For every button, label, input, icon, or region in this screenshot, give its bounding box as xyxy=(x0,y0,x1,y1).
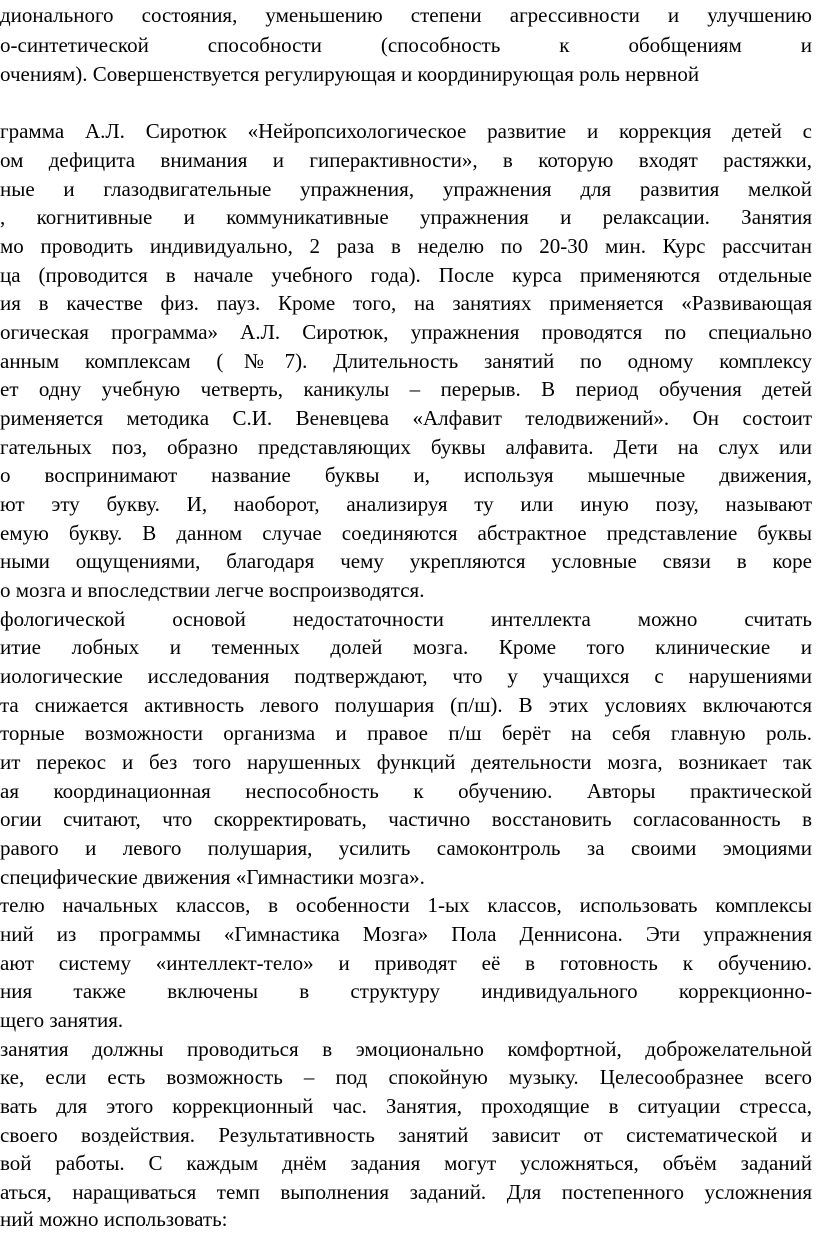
text-line: анным комплексам (№7). Длительность занятий по одному комплексу xyxy=(0,349,812,373)
text-line: емую букву. В данном случае соединяются абстрактное представление буквы xyxy=(0,521,812,545)
text-line: рименяется методика С.И. Веневцева «Алфавит телодвижений». Он состоит xyxy=(0,406,812,430)
text-line: торные возможности организма и правое п/ш берёт на себя главную роль. xyxy=(0,721,812,745)
text-line: иологические исследования подтверждают, что у учащихся с нарушениями xyxy=(0,664,812,688)
text-line: о мозга и впоследствии легче воспроизводятся. xyxy=(0,578,425,602)
text-line: очениям). Совершенствуется регулирующая и координирующая роль нервной xyxy=(0,62,700,86)
text-line: специфические движения «Гимнастики мозга». xyxy=(0,865,425,889)
text-line: вать для этого коррекционный час. Занятия, проходящие в ситуации стресса, xyxy=(0,1094,812,1118)
text-line: , когнитивные и коммуникативные упражнения и релаксации. Занятия xyxy=(0,205,812,229)
text-line: ний из программы «Гимнастика Мозга» Пола Деннисона. Эти упражнения xyxy=(0,922,812,946)
text-line: огии считают, что скорректировать, частично восстановить согласованность в xyxy=(0,807,812,831)
text-line: о воспринимают название буквы и, используя мышечные движения, xyxy=(0,463,812,487)
text-line: ке, если есть возможность – под спокойную музыку. Целесообразнее всего xyxy=(0,1065,812,1089)
text-line: фологической основой недостаточности интеллекта можно считать xyxy=(0,607,812,631)
text-line: ет одну учебную четверть, каникулы – перерыв. В период обучения детей xyxy=(0,377,812,401)
text-line: ными ощущениями, благодаря чему укрепляются условные связи в коре xyxy=(0,549,812,573)
text-line: грамма А.Л. Сиротюк «Нейропсихологическое развитие и коррекция детей с xyxy=(0,119,812,143)
text-line: о-синтетической способности (способность к обобщениям и xyxy=(0,33,812,57)
text-line: ит перекос и без того нарушенных функций деятельности мозга, возникает так xyxy=(0,750,812,774)
text-line: ают систему «интеллект-тело» и приводят её в готовность к обучению. xyxy=(0,951,812,975)
text-line: телю начальных классов, в особенности 1-ых классов, использовать комплексы xyxy=(0,893,812,917)
text-line: ом дефицита внимания и гиперактивности», в которую входят растяжки, xyxy=(0,148,812,172)
text-line: ая координационная неспособность к обучению. Авторы практической xyxy=(0,779,812,803)
text-line: ют эту букву. И, наоборот, анализируя ту или иную позу, называют xyxy=(0,492,812,516)
text-line: аться, наращиваться темп выполнения заданий. Для постепенного усложнения xyxy=(0,1180,812,1204)
text-line: вой работы. С каждым днём задания могут усложняться, объём заданий xyxy=(0,1151,812,1175)
text-line xyxy=(0,88,812,118)
text-line: равого и левого полушария, усилить самоконтроль за своими эмоциями xyxy=(0,836,812,860)
text-line: ия в качестве физ. пауз. Кроме того, на занятиях применяется «Развивающая xyxy=(0,291,812,315)
text-line: гательных поз, образно представляющих буквы алфавита. Дети на слух или xyxy=(0,435,812,459)
text-line: огическая программа» А.Л. Сиротюк, упражнения проводятся по специально xyxy=(0,320,812,344)
text-line: итие лобных и теменных долей мозга. Кроме того клинические и xyxy=(0,635,812,659)
text-line: ца (проводится в начале учебного года). После курса применяются отдельные xyxy=(0,263,812,287)
text-line: занятия должны проводиться в эмоционально комфортной, доброжелательной xyxy=(0,1037,812,1061)
text-line: та снижается активность левого полушария (п/ш). В этих условиях включаются xyxy=(0,693,812,717)
text-line: ния также включены в структуру индивидуального коррекционно- xyxy=(0,979,812,1003)
text-line: ний можно использовать: xyxy=(0,1207,228,1231)
text-line: щего занятия. xyxy=(0,1008,124,1032)
text-line: дионального состояния, уменьшению степени агрессивности и улучшению xyxy=(0,3,812,27)
text-line: своего воздействия. Результативность занятий зависит от систематической и xyxy=(0,1123,812,1147)
text-line: ные и глазодвигательные упражнения, упражнения для развития мелкой xyxy=(0,177,812,201)
text-line: мо проводить индивидуально, 2 раза в неделю по 20-30 мин. Курс рассчитан xyxy=(0,234,812,258)
